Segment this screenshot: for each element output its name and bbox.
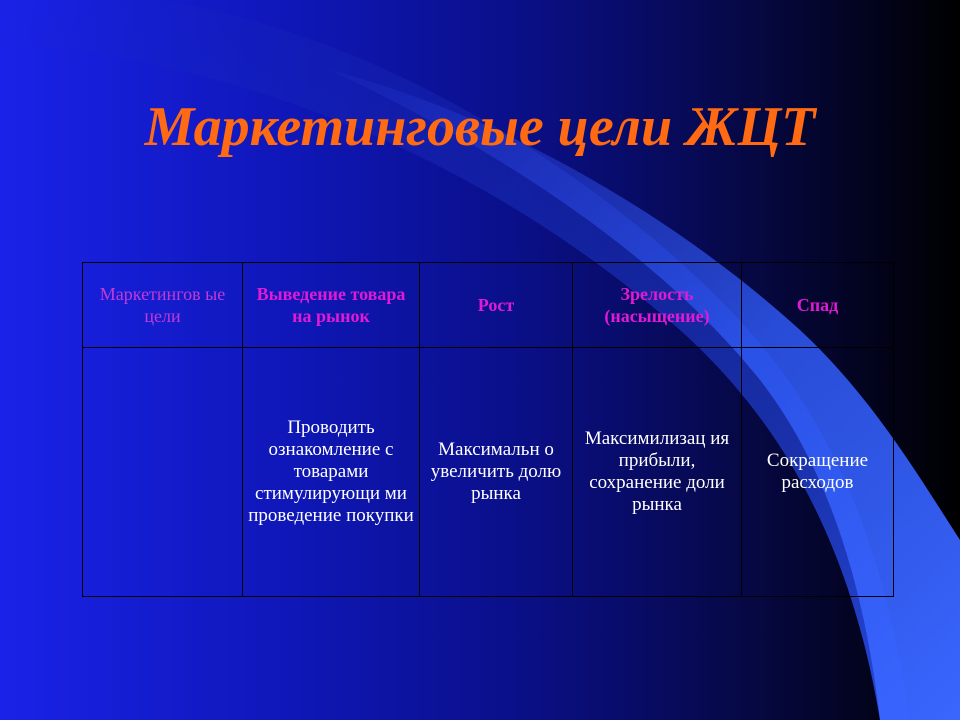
marketing-goals-table <box>82 262 894 597</box>
cell-decline-goal: Сокращение расходов <box>742 348 894 597</box>
table-row <box>83 348 894 597</box>
cell-growth-goal: Максимальн о увеличить долю рынка <box>420 348 573 597</box>
table-header-row <box>83 263 894 348</box>
header-introduction: Выведение товара на рынок <box>243 263 420 348</box>
cell-introduction-goal: Проводить ознакомление с товарами стимулирующи ми проведение покупки <box>243 348 420 597</box>
cell-maturity-goal: Максимилизац ия прибыли, сохранение доли рынка <box>573 348 742 597</box>
header-decline: Спад <box>742 263 894 348</box>
header-marketing-goals: Маркетингов ые цели <box>83 263 243 348</box>
header-maturity: Зрелость (насыщение) <box>573 263 742 348</box>
header-growth: Рост <box>420 263 573 348</box>
slide-title: Маркетинговые цели ЖЦТ <box>144 96 816 158</box>
cell-empty <box>83 348 243 597</box>
